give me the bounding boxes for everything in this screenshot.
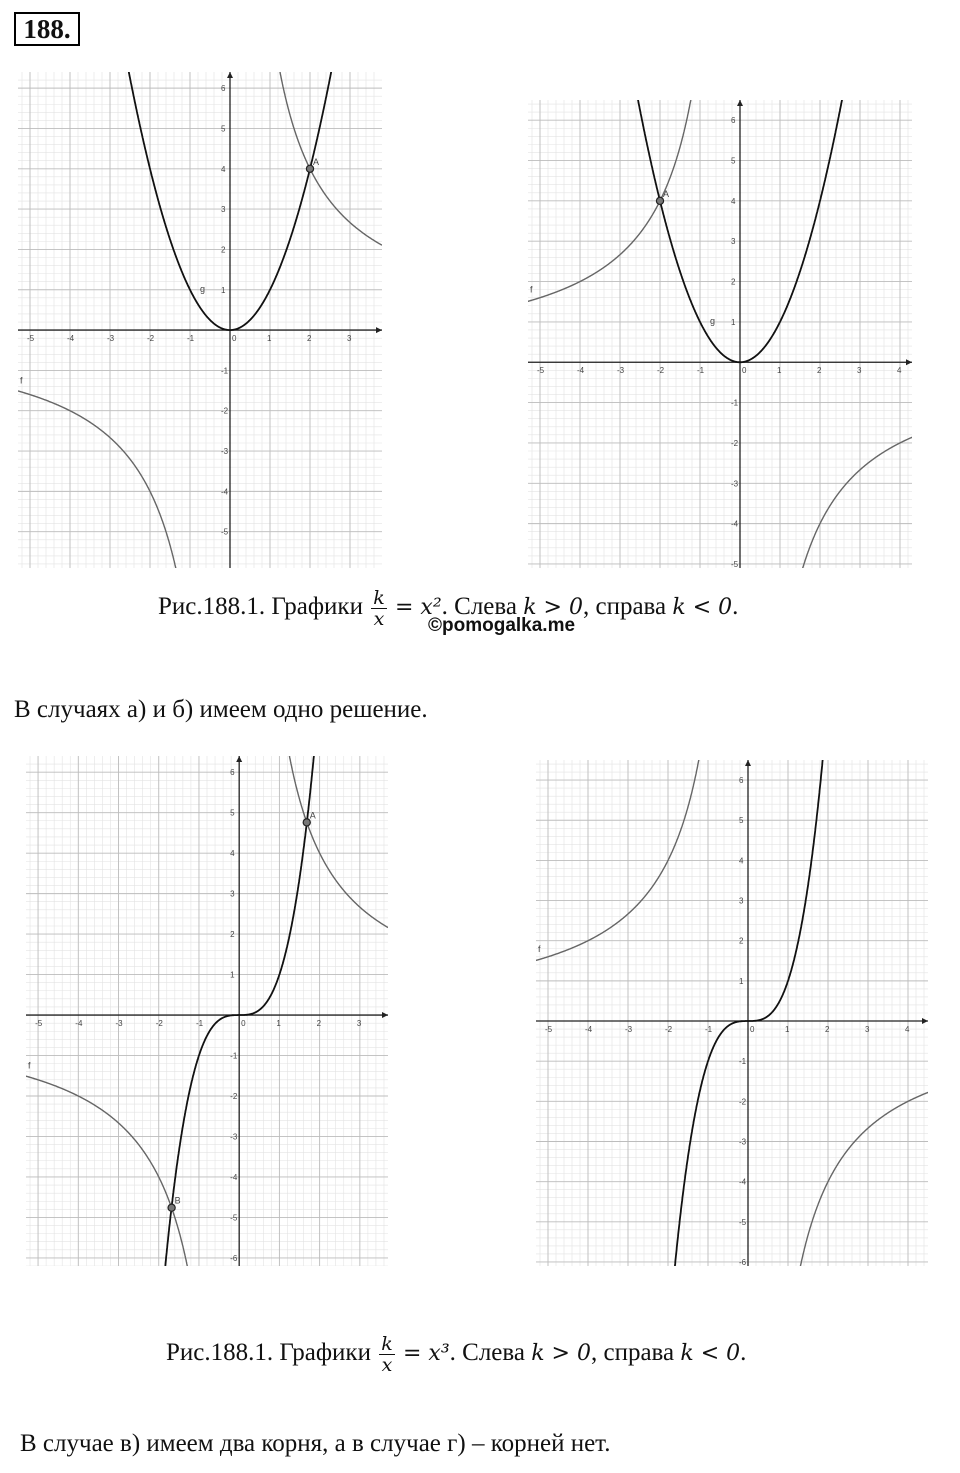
x-axis-arrow	[382, 1012, 388, 1018]
fraction-k-over-x: $\frac{k}{x}$	[373, 587, 385, 630]
minor-grid	[528, 100, 912, 568]
y-tick-label: 3	[221, 205, 226, 215]
y-tick-label: -4	[739, 1177, 747, 1187]
y-tick-label: 6	[731, 116, 736, 126]
x-tick-label: 1	[267, 334, 272, 344]
y-tick-label: 2	[739, 936, 744, 946]
curve-label: f	[530, 284, 533, 295]
y-tick-label: 4	[731, 196, 736, 206]
x-tick-label: -2	[147, 334, 155, 344]
x-tick-label: 2	[825, 1025, 830, 1035]
curve-f	[26, 1076, 200, 1266]
x-tick-label: -4	[585, 1025, 593, 1035]
x-tick-label: 0	[742, 366, 747, 376]
plot-a-parabola-hyperbola	[18, 72, 382, 568]
point-label: A	[309, 810, 316, 821]
y-tick-label: 1	[739, 976, 744, 986]
x-tick-label: -2	[665, 1025, 673, 1035]
x-tick-label: 1	[785, 1025, 790, 1035]
watermark: ©pomogalka.me	[428, 615, 576, 636]
x-tick-label: 3	[347, 334, 352, 344]
fraction-k-over-x: $\frac{k}{x}$	[381, 1333, 393, 1376]
y-tick-label: 3	[739, 896, 744, 906]
y-tick-label: 2	[731, 277, 736, 287]
x-tick-label: -4	[67, 334, 75, 344]
y-tick-label: -4	[731, 519, 739, 529]
x-tick-label: 2	[817, 366, 822, 376]
x-tick-label: -4	[75, 1019, 83, 1029]
y-tick-label: -5	[230, 1213, 238, 1223]
y-tick-label: -6	[230, 1253, 238, 1263]
x-tick-label: 1	[276, 1019, 281, 1029]
y-axis-arrow	[236, 756, 242, 762]
plot-b-parabola-hyperbola	[528, 100, 912, 568]
x-tick-label: 1	[777, 366, 782, 376]
y-tick-label: 6	[221, 84, 226, 94]
y-tick-label: 5	[739, 816, 744, 826]
y-tick-label: -3	[731, 479, 739, 489]
curve-label: g	[200, 283, 206, 294]
curve-label: f	[28, 1060, 31, 1071]
y-tick-label: -4	[230, 1172, 238, 1182]
y-tick-label: 1	[731, 317, 736, 327]
x-axis-arrow	[376, 327, 382, 333]
y-tick-label: -2	[731, 438, 739, 448]
y-tick-label: -1	[230, 1051, 238, 1061]
major-grid	[18, 72, 382, 568]
y-tick-label: 5	[230, 808, 235, 818]
x-tick-label: 2	[316, 1019, 322, 1029]
y-tick-label: -5	[739, 1217, 747, 1227]
minor-grid	[18, 72, 382, 568]
curve-f	[788, 1092, 928, 1266]
y-tick-label: 1	[221, 285, 226, 295]
minor-grid	[26, 756, 388, 1266]
caption-figure-2: Рис.188.1. Графики $\frac{k}{x}$ = x³. Слева k > 0, справа k < 0.	[166, 1333, 747, 1376]
y-axis-arrow	[737, 100, 743, 106]
x-tick-label: -5	[27, 334, 35, 344]
x-tick-label: -3	[625, 1025, 633, 1035]
y-tick-label: 6	[739, 776, 744, 786]
x-tick-label: -1	[187, 334, 195, 344]
y-tick-label: 2	[221, 245, 226, 255]
x-tick-label: -5	[35, 1019, 43, 1029]
curve-label: f	[20, 375, 23, 386]
x-tick-label: 2	[307, 334, 312, 344]
text-cases-a-b: В случаях а) и б) имеем одно решение.	[14, 696, 428, 723]
y-tick-label: -2	[230, 1092, 238, 1101]
y-tick-label: 4	[739, 856, 744, 866]
x-tick-label: -1	[705, 1025, 713, 1035]
problem-number: 188.	[14, 12, 80, 46]
curve-f	[785, 437, 912, 568]
caption-figure-1: Рис.188.1. Графики $\frac{k}{x}$ = x². Слева k > 0, справа k < 0.	[158, 587, 739, 630]
x-tick-label: -3	[107, 334, 115, 344]
minor-grid	[536, 760, 928, 1266]
plot-d-cubic-hyperbola	[536, 760, 928, 1266]
text-cases-c-d: В случае в) имеем два корня, а в случае г) – корней нет.	[20, 1430, 611, 1457]
y-tick-label: 3	[230, 889, 235, 899]
y-tick-label: 1	[230, 970, 235, 980]
x-tick-label: -3	[115, 1019, 123, 1029]
y-tick-label: -2	[221, 406, 229, 416]
x-tick-label: -2	[155, 1019, 163, 1029]
y-tick-label: 5	[731, 156, 736, 166]
x-axis-arrow	[922, 1018, 928, 1024]
point-label: B	[174, 1195, 181, 1206]
x-tick-label: 4	[897, 366, 902, 376]
y-tick-label: 3	[731, 237, 736, 247]
x-tick-label: 4	[905, 1025, 910, 1035]
x-tick-label: -4	[577, 366, 585, 376]
curve-f	[18, 391, 189, 568]
x-tick-label: 0	[750, 1025, 755, 1035]
curve-label: g	[710, 315, 716, 326]
y-axis-arrow	[745, 760, 751, 766]
y-tick-label: -3	[230, 1132, 238, 1142]
y-tick-label: -6	[739, 1257, 747, 1266]
y-tick-label: -3	[739, 1137, 747, 1147]
y-tick-label: -1	[739, 1057, 747, 1067]
plot-c-cubic-hyperbola	[26, 756, 388, 1266]
x-tick-label: -5	[545, 1025, 553, 1035]
y-tick-label: 2	[230, 930, 235, 940]
point-label: A	[663, 188, 670, 199]
x-axis-arrow	[906, 359, 912, 365]
curve-label: f	[538, 943, 541, 954]
x-tick-label: 3	[857, 366, 862, 376]
y-tick-label: 6	[230, 768, 235, 778]
x-tick-label: -1	[195, 1019, 204, 1029]
x-tick-label: 3	[356, 1019, 362, 1029]
y-tick-label: 4	[230, 849, 235, 859]
y-tick-label: -5	[731, 559, 739, 568]
y-tick-label: -1	[731, 398, 739, 408]
x-tick-label: 3	[865, 1025, 870, 1035]
x-tick-label: 0	[241, 1019, 246, 1029]
y-tick-label: -2	[739, 1097, 747, 1107]
x-tick-label: -2	[657, 366, 665, 376]
point-label: A	[313, 156, 320, 167]
y-tick-label: 5	[221, 124, 226, 134]
y-tick-label: -3	[221, 447, 229, 457]
x-tick-label: -5	[537, 366, 545, 376]
y-axis-arrow	[227, 72, 233, 78]
y-tick-label: -4	[221, 487, 229, 497]
y-tick-label: 4	[221, 164, 226, 174]
y-tick-label: -5	[221, 527, 229, 537]
x-tick-label: -1	[697, 366, 705, 376]
y-tick-label: -1	[221, 366, 229, 376]
major-grid	[528, 100, 912, 568]
x-tick-label: -3	[617, 366, 625, 376]
x-tick-label: 0	[232, 334, 237, 344]
